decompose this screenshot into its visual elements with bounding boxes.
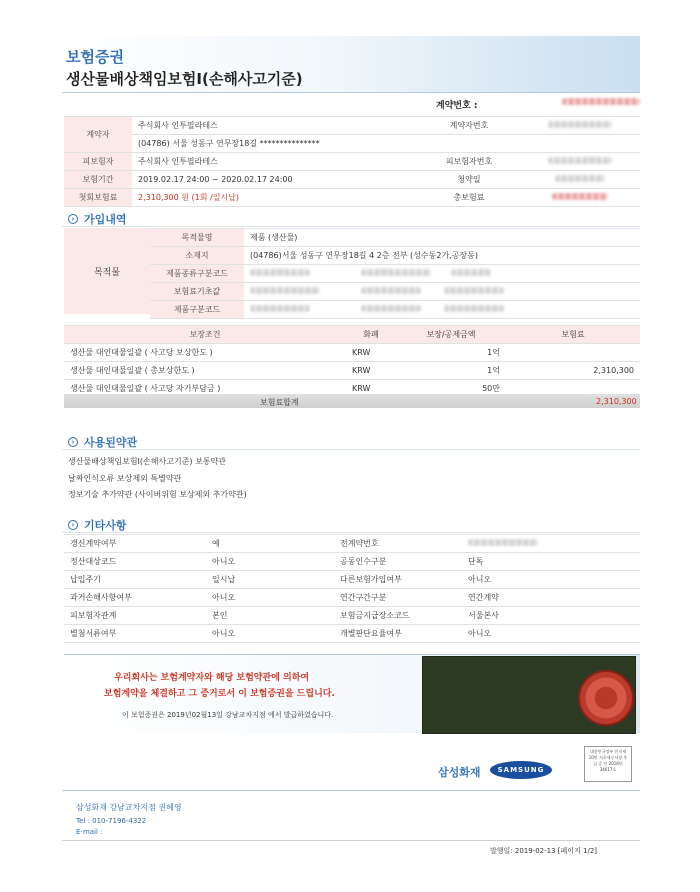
other-value: 단독	[462, 553, 640, 571]
application-date-label: 청약일	[418, 171, 520, 189]
coverage-header: 보장조건	[64, 326, 346, 344]
item-row-redacted	[244, 301, 640, 319]
other-label: 피보험자관계	[64, 607, 206, 625]
chevron-right-circle-icon: ›	[68, 437, 78, 447]
contract-number-redacted	[562, 98, 640, 108]
coverage-header: 보장/공제금액	[396, 326, 506, 344]
other-value: 연간계약	[462, 589, 640, 607]
agent-tel: Tel : 010-7196-4322	[76, 817, 147, 825]
table-row	[64, 171, 640, 189]
first-premium-label: 첫회보험료	[64, 189, 132, 207]
notice-line-1: 우리회사는 보험계약자와 해당 보험약관에 의하여	[114, 673, 310, 683]
contractor-number-label: 계약자번호	[418, 117, 520, 135]
item-row-label: 제품구분코드	[150, 301, 244, 319]
section-divider	[62, 449, 640, 450]
coverage-header: 화폐	[346, 326, 396, 344]
coverage-name: 생산물 대인대물일괄 ( 사고당 자기부담금 )	[64, 380, 346, 398]
company-seal-icon	[578, 670, 634, 726]
table-row	[150, 247, 640, 265]
table-row	[64, 344, 640, 362]
table-row	[64, 589, 640, 607]
samsung-logo: SAMSUNG	[490, 761, 552, 779]
item-row-label: 제품종류구분코드	[150, 265, 244, 283]
other-value: 일시납	[206, 571, 334, 589]
total-premium-label: 총보험료	[418, 189, 520, 207]
coverage-currency: KRW	[346, 380, 396, 398]
other-label: 과거손해사항여부	[64, 589, 206, 607]
section-clauses-header	[68, 434, 137, 450]
coverage-table	[64, 325, 640, 398]
footer-divider	[62, 840, 640, 841]
issue-date-page: 발행일: 2019-02-13 [페이지 1/2]	[490, 847, 598, 855]
total-premium-redacted	[520, 189, 640, 207]
notice-line-3: 이 보험증권은 2019년02월13일 강남교차지점 에서 발급하였습니다.	[122, 711, 334, 719]
coverage-premium	[506, 344, 640, 362]
item-row-label: 소재지	[150, 247, 244, 265]
other-label: 연간구간구분	[334, 589, 462, 607]
insured-item-label: 목적물	[64, 228, 150, 314]
contractor-label: 계약자	[64, 117, 132, 153]
period-label: 보험기간	[64, 171, 132, 189]
section-insured-item-header	[68, 211, 127, 227]
agent-email: E-mail :	[76, 828, 103, 836]
premium-total-label: 보험료합계	[260, 398, 299, 407]
coverage-header: 보험료	[506, 326, 640, 344]
item-row-value: 제품 (생산물)	[244, 229, 640, 247]
clause-item: 생산물배상책임보험Ⅰ(손해사고기준) 보통약관	[68, 457, 226, 466]
other-label: 갱신계약여부	[64, 535, 206, 553]
other-value: 아니오	[206, 553, 334, 571]
first-premium-value: 2,310,300 원 (1회 /일시납)	[132, 189, 418, 207]
table-row	[64, 189, 640, 207]
premium-total-value: 2,310,300	[596, 397, 637, 406]
document-title: 생산물배상책임보험Ⅰ(손해사고기준)	[66, 70, 303, 88]
premium-total-band	[64, 394, 640, 408]
coverage-name: 생산물 대인대물일괄 ( 사고당 보상한도 )	[64, 344, 346, 362]
insured-name: 주식회사 인투필라테스	[132, 153, 418, 171]
other-label: 별첨서류여부	[64, 625, 206, 643]
period-value: 2019.02.17 24:00 ~ 2020.02.17 24:00	[132, 171, 418, 189]
coverage-currency: KRW	[346, 362, 396, 380]
application-date-redacted	[520, 171, 640, 189]
section-clauses-title: 사용된약관	[84, 436, 138, 449]
samsung-fire-logo: 삼성화재	[438, 766, 481, 779]
section-other-title: 기타사항	[84, 519, 127, 532]
other-value: 아니오	[462, 625, 640, 643]
table-row	[150, 229, 640, 247]
document-subtitle: 보험증권	[66, 48, 124, 66]
other-label: 보험금지급장소코드	[334, 607, 462, 625]
other-value: 아니오	[206, 625, 334, 643]
table-row	[150, 283, 640, 301]
item-row-value: (04786)서울 성동구 연무장18길 4 2층 전부 (성수동2가,공장동)	[244, 247, 640, 265]
other-label: 개별판단요율여부	[334, 625, 462, 643]
other-label: 납입주기	[64, 571, 206, 589]
table-row	[64, 535, 640, 553]
table-row	[64, 553, 640, 571]
policy-info-table	[64, 116, 640, 207]
item-row-redacted	[244, 265, 640, 283]
table-row	[64, 571, 640, 589]
contractor-number-redacted	[520, 117, 640, 135]
insured-label: 피보험자	[64, 153, 132, 171]
coverage-premium: 2,310,300	[506, 362, 640, 380]
chevron-right-circle-icon: ›	[68, 214, 78, 224]
table-row	[150, 301, 640, 319]
other-value: 서울본사	[462, 607, 640, 625]
revenue-stamp: 대한민국정부 인지세 10만 서초세무서장 후 납 승 인 2018년 34617호	[584, 746, 632, 782]
other-value: 아니오	[206, 589, 334, 607]
insured-item-table	[150, 228, 640, 319]
agent-info: 삼성화재 강남교차지점 권혜영	[76, 803, 182, 812]
coverage-name: 생산물 대인대물일괄 ( 총보상한도 )	[64, 362, 346, 380]
table-row	[64, 135, 640, 153]
item-row-redacted	[244, 283, 640, 301]
coverage-amount: 1억	[396, 362, 506, 380]
chevron-right-circle-icon: ›	[68, 520, 78, 530]
table-row	[64, 362, 640, 380]
other-label: 정산대상코드	[64, 553, 206, 571]
clause-item: 정보기술 추가약관 (사이버위험 보상제외 추가약관)	[68, 490, 247, 499]
other-value: 본인	[206, 607, 334, 625]
table-row	[64, 625, 640, 643]
other-value: 아니오	[462, 571, 640, 589]
table-row	[64, 153, 640, 171]
other-value: 예	[206, 535, 334, 553]
other-label: 전계약번호	[334, 535, 462, 553]
item-row-label: 보험료기초값	[150, 283, 244, 301]
section-insured-item-title: 가입내역	[84, 213, 127, 226]
contractor-name: 주식회사 인투필라테스	[132, 117, 418, 135]
other-info-table	[64, 534, 640, 643]
clause-item: 날짜인식오류 보상제외 특별약관	[68, 474, 182, 483]
item-row-label: 목적물명	[150, 229, 244, 247]
notice-line-2: 보험계약을 체결하고 그 증거로서 이 보험증권을 드립니다.	[104, 689, 335, 699]
contractor-address: (04786) 서울 성동구 연무장18길 ***************	[132, 135, 640, 153]
coverage-amount: 50만	[396, 380, 506, 398]
table-row	[150, 265, 640, 283]
section-divider	[62, 226, 640, 227]
prior-contract-redacted	[462, 535, 640, 553]
table-header-row	[64, 326, 640, 344]
footer-divider	[62, 790, 640, 791]
header-divider	[62, 92, 640, 93]
other-label: 공동인수구분	[334, 553, 462, 571]
table-row	[64, 117, 640, 135]
section-other-header	[68, 517, 127, 533]
table-row	[64, 607, 640, 625]
coverage-currency: KRW	[346, 344, 396, 362]
insured-number-redacted	[520, 153, 640, 171]
coverage-amount: 1억	[396, 344, 506, 362]
insured-number-label: 피보험자번호	[418, 153, 520, 171]
contract-number-label: 계약번호 :	[436, 101, 478, 111]
other-label: 다른보험가입여부	[334, 571, 462, 589]
section-divider	[62, 532, 640, 533]
